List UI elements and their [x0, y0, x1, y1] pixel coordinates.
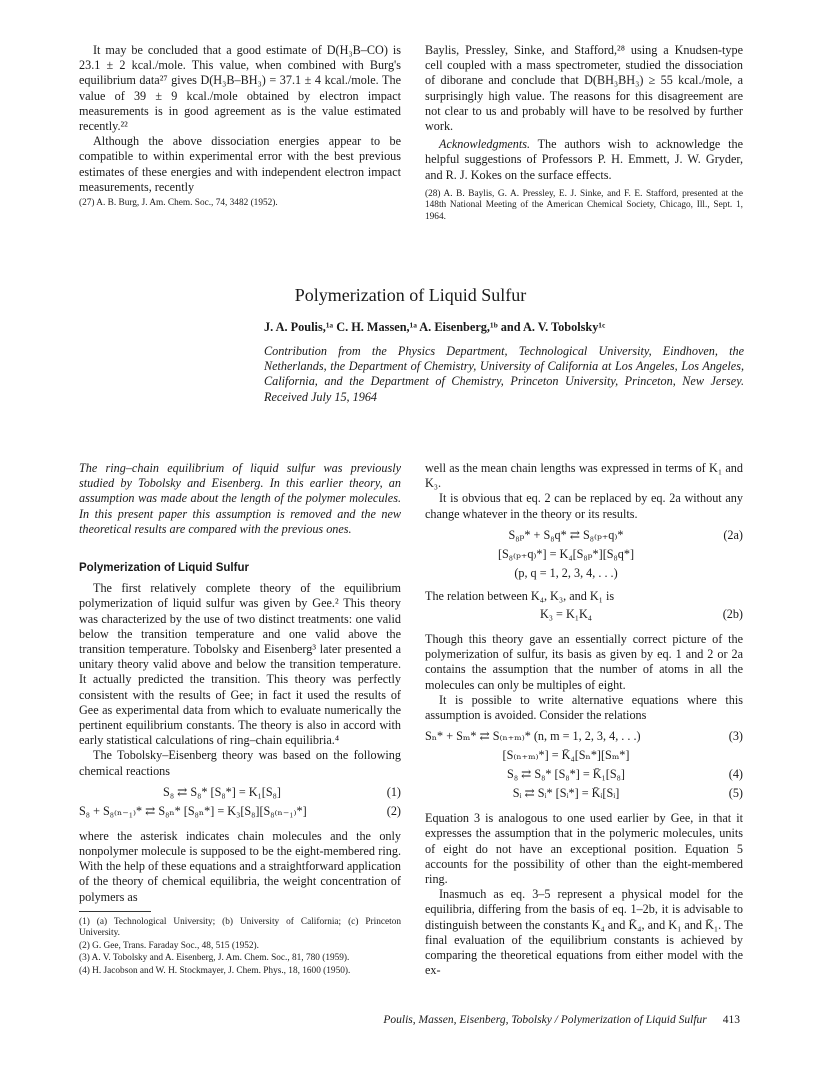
equation-2a-range — [425, 566, 743, 585]
equation-3-number: (3) — [728, 729, 743, 744]
equation-3-rate-body: [S₍ₙ₊ₘ₎*] = K̄₄[Sₙ*][Sₘ*] — [502, 748, 630, 763]
left-paragraph-1: The first relatively complete theory of the equilibrium polymerization of liquid sulfur was given by Gee.² This theory was characterized by the use of two distinct treatments: one valid below the transition temperature and one valid above the transition temperature. Tobolsky and Eisenberg³ later presented a unitary theory valid above and below the transition temperature. It actually predicted the transition. This theory was perfectly consistent with the results of Gee; in fact it used the results of Gee as experimental data from which to evaluate numerically the pertinent equilibrium constants. The theory is also in accord with early statistical calculations of ring–chain equilibria.⁴ — [79, 581, 401, 748]
main-left-column — [79, 461, 401, 978]
right-paragraph-6: Equation 3 is analogous to one used earlier by Gee, in that it expresses the assumption that in the polymeric molecules, units of eight do not have an exceptional position. Equation 5 accounts for the possibility of other than the eight-membered ring. — [425, 811, 743, 887]
article-title: Polymerization of Liquid Sulfur — [294, 285, 527, 305]
right-paragraph-7: Inasmuch as eq. 3–5 represent a physical model for the equilibria, differing from the basis of eq. 1–2b, it is advisable to distinguish between the constants K₄ and K̄₄, and K₁ and K̄₁. The final evaluation of the equilibrium constants is achieved by comparing the theoretical equations from either model with the ex- — [425, 887, 743, 978]
top-right-column — [425, 43, 743, 224]
equation-2b-number: (2b) — [722, 607, 743, 622]
equation-1-body: S₈ ⇄ S₈* [S₈*] = K₁[S₈] — [163, 784, 281, 799]
equation-2a-rate — [425, 547, 743, 566]
left-paragraph-2: The Tobolsky–Eisenberg theory was based on the following chemical reactions — [79, 748, 401, 778]
equation-2a — [425, 528, 743, 547]
equation-2a-range-body: (p, q = 1, 2, 3, 4, . . .) — [514, 565, 618, 580]
equation-2a-number: (2a) — [723, 527, 743, 542]
equation-4-number: (4) — [728, 767, 743, 782]
top-left-paragraph-1: It may be concluded that a good estimate of D(H₃B–CO) is 23.1 ± 2 kcal./mole. This value, when combined with Burg's equilibrium data²⁷ gives D(H₃B–BH₃) = 37.1 ± 4 kcal./mole. The value of 39 ± 9 kcal./mole obtained by electron impact measurements is in good agreement as is the value estimated recently.²² — [79, 43, 401, 134]
article-authors: J. A. Poulis,¹ᵃ C. H. Massen,¹ᵃ A. Eisenberg,¹ᵇ and A. V. Tobolsky¹ᶜ — [264, 320, 606, 334]
footnote-27: (27) A. B. Burg, J. Am. Chem. Soc., 74, 3482 (1952). — [79, 198, 278, 209]
equation-2-number: (2) — [386, 803, 401, 818]
equation-5-number: (5) — [728, 786, 743, 801]
right-paragraph-4: Though this theory gave an essentially correct picture of the polymerization of sulfur, its basis as given by eq. 1 and 2 or 2a contains the assumption that the number of atoms in all the molecules can only be multiples of eight. — [425, 632, 743, 692]
footnote-4: (4) H. Jacobson and W. H. Stockmayer, J. Chem. Phys., 18, 1600 (1950). — [79, 965, 351, 976]
footnote-28: (28) A. B. Baylis, G. A. Pressley, E. J. Sinke, and F. E. Stafford, presented at the 148th National Meeting of the American Chemical Society, Chicago, Ill., Sept. 1, 1964. — [425, 188, 743, 222]
left-paragraph-3: where the asterisk indicates chain molecules and the only nonpolymer molecule is supposed to be the eight-membered ring. With the help of these equations and a straightforward application of the theory of chemical equilibria, the weight concentration of polymers as — [79, 828, 401, 904]
acknowledgments-text: The authors wish to acknowledge the helpful suggestions of Professors P. H. Emmett, J. W. Gryder, and R. J. Kokes on the surface effects. — [425, 137, 743, 182]
equation-2a-body: S₈ₚ* + S₈q* ⇄ S₈₍ₚ₊q₎* — [508, 527, 624, 542]
acknowledgments-label: Acknowledgments. — [439, 137, 531, 152]
main-right-column — [425, 461, 743, 978]
right-paragraph-1: well as the mean chain lengths was expressed in terms of K₁ and K₃. — [425, 461, 743, 491]
equation-2 — [79, 804, 401, 823]
right-paragraph-2: It is obvious that eq. 2 can be replaced by eq. 2a without any change whatever in the theory or its results. — [425, 491, 743, 521]
footnote-3: (3) A. V. Tobolsky and A. Eisenberg, J. Am. Chem. Soc., 81, 780 (1959). — [79, 953, 350, 964]
left-footnotes — [79, 917, 401, 978]
equation-3 — [425, 729, 743, 748]
running-title: Poulis, Massen, Eisenberg, Tobolsky / Polymerization of Liquid Sulfur — [383, 1014, 707, 1026]
equation-2b-body: K₃ = K₁K₄ — [539, 607, 593, 622]
article-affiliation: Contribution from the Physics Department, Technological University, Eindhoven, the Netherlands, the Department of Chemistry, University of California at Los Angeles, Los Angeles, California, and the Department of Chemistry, Princeton University, Princeton, New Jersey. Received July 15, 1964 — [264, 344, 744, 404]
top-left-footnote — [79, 198, 401, 210]
top-right-paragraph-1: Baylis, Pressley, Sinke, and Stafford,²⁸ using a Knudsen-type cell coupled with a mass spectrometer, studied the dissociation of diborane and conclude that D(BH₃BH₃) ≥ 55 kcal./mole, a surprisingly high value. The reasons for this disagreement are not clear to us and probably will have to be resolved by further work. — [425, 43, 743, 134]
top-left-column — [79, 43, 401, 211]
footnote-1: (1) (a) Technological University; (b) University of California; (c) Princeton University. — [79, 916, 401, 939]
page-number: 413 — [722, 1014, 740, 1026]
footnote-rule — [79, 911, 151, 912]
right-paragraph-5: It is possible to write alternative equations where this assumption is avoided. Consider the relations — [425, 692, 743, 723]
equation-5 — [425, 786, 743, 805]
equation-4-body: S₈ ⇄ S₈* [S₈*] = K̄₁[S₈] — [507, 767, 625, 782]
equation-2b — [425, 607, 743, 626]
equation-1 — [79, 785, 401, 804]
equation-1-number: (1) — [386, 784, 401, 799]
equation-5-body: Sᵢ ⇄ Sᵢ* [Sᵢ*] = K̄ᵢ[Sᵢ] — [512, 786, 620, 801]
top-left-paragraph-2: Although the above dissociation energies appear to be compatible to within experimental error with the best previous estimates of these energies and with independent electron impact measurements, recently — [79, 134, 401, 194]
right-paragraph-3: The relation between K₄, K₃, and K₁ is — [425, 588, 615, 603]
page-footer — [0, 1014, 740, 1026]
equation-2-body: S₈ + S₈₍ₙ₋₁₎* ⇄ S₈ₙ* [S₈ₙ*] = K₃[S₈][S₈₍ₙ₋₁₎*] — [79, 803, 307, 818]
acknowledgments — [425, 137, 743, 183]
top-right-footnote — [425, 189, 743, 224]
equation-4 — [425, 767, 743, 786]
equation-3-body: Sₙ* + Sₘ* ⇄ S₍ₙ₊ₘ₎* (n, m = 1, 2, 3, 4, . . .) — [425, 729, 641, 744]
equation-3-rate — [425, 748, 743, 767]
footnote-2: (2) G. Gee, Trans. Faraday Soc., 48, 515 (1952). — [79, 940, 259, 951]
abstract: The ring–chain equilibrium of liquid sulfur was previously studied by Tobolsky and Eisenberg. In this earlier theory, an assumption was made about the length of the polymer molecules. In this present paper this assumption is removed and the new theoretical results are compared with the previous ones. — [79, 461, 401, 536]
equation-2a-rate-body: [S₈₍ₚ₊q₎*] = K₄[S₈ₚ*][S₈q*] — [497, 546, 635, 561]
section-heading: Polymerization of Liquid Sulfur — [79, 562, 249, 575]
